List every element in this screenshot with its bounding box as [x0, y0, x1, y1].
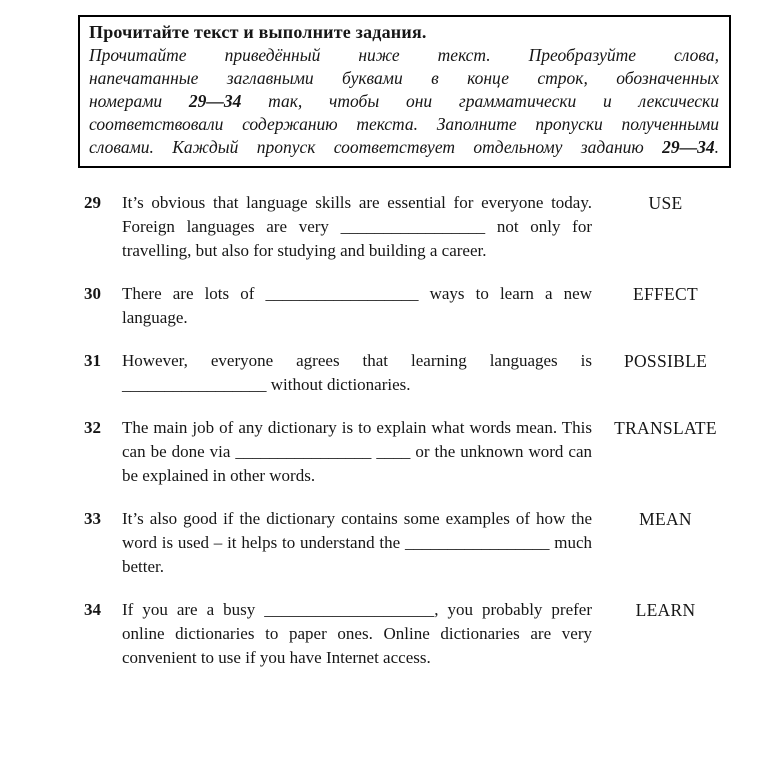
task-number: 31: [84, 351, 101, 370]
task-range-bold: 29—34: [662, 137, 715, 157]
task-row: [78, 507, 731, 579]
task-number: 32: [84, 418, 101, 437]
instructions-segment: соответствовали содержанию текста. Заполните пропуски полученными: [89, 114, 719, 134]
instructions-line: [89, 67, 719, 90]
instructions-line: [89, 113, 719, 136]
task-number: 34: [84, 600, 101, 619]
task-text: It’s also good if the dictionary contains some examples of how the word is used – it helps to understand the _________________ much better.: [122, 509, 592, 576]
task-text: The main job of any dictionary is to explain what words mean. This can be done via ________________ ____ or the unknown word can be explained in other words.: [122, 418, 592, 485]
task-text: There are lots of __________________ ways to learn a new language.: [122, 284, 592, 327]
task-row: [78, 191, 731, 263]
tasks-list: [78, 191, 731, 670]
instructions-segment: напечатанные заглавными буквами в конце строк, обозначенных: [89, 68, 719, 88]
instructions-segment: словами. Каждый пропуск соответствует отдельному заданию: [89, 137, 663, 157]
task-row: [78, 349, 731, 397]
instructions-segment: номерами: [89, 91, 189, 111]
instructions-title: Прочитайте текст и выполните задания.: [89, 22, 427, 42]
task-text: It’s obvious that language skills are essential for everyone today. Foreign languages are very _________________ not only for travelling, but also for studying and building a career.: [122, 193, 592, 260]
task-keyword: EFFECT: [632, 284, 698, 304]
task-keyword: TRANSLATE: [614, 418, 717, 438]
task-row: [78, 416, 731, 488]
instructions-segment: .: [714, 137, 719, 157]
task-keyword: MEAN: [639, 509, 692, 529]
task-keyword: LEARN: [635, 600, 696, 620]
instructions-segment: Прочитайте приведённый ниже текст. Преобразуйте слова,: [89, 45, 719, 65]
task-row: [78, 282, 731, 330]
task-text: However, everyone agrees that learning languages is _________________ without dictionaries.: [122, 351, 592, 394]
task-keyword: USE: [648, 193, 683, 213]
instructions-box: [78, 15, 731, 168]
instructions-line: [89, 136, 719, 159]
instructions-line: [89, 44, 719, 67]
instructions-segment: так, чтобы они грамматически и лексически: [241, 91, 719, 111]
task-text: If you are a busy ____________________, you probably prefer online dictionaries to paper ones. Online dictionaries are very convenient to use if you have Internet access.: [122, 600, 592, 667]
task-keyword: POSSIBLE: [623, 351, 708, 371]
task-number: 29: [84, 193, 101, 212]
task-row: [78, 598, 731, 670]
task-number: 30: [84, 284, 101, 303]
instructions-body: [89, 44, 719, 159]
task-range-bold: 29—34: [188, 91, 242, 111]
task-number: 33: [84, 509, 101, 528]
instructions-line: [89, 90, 719, 113]
